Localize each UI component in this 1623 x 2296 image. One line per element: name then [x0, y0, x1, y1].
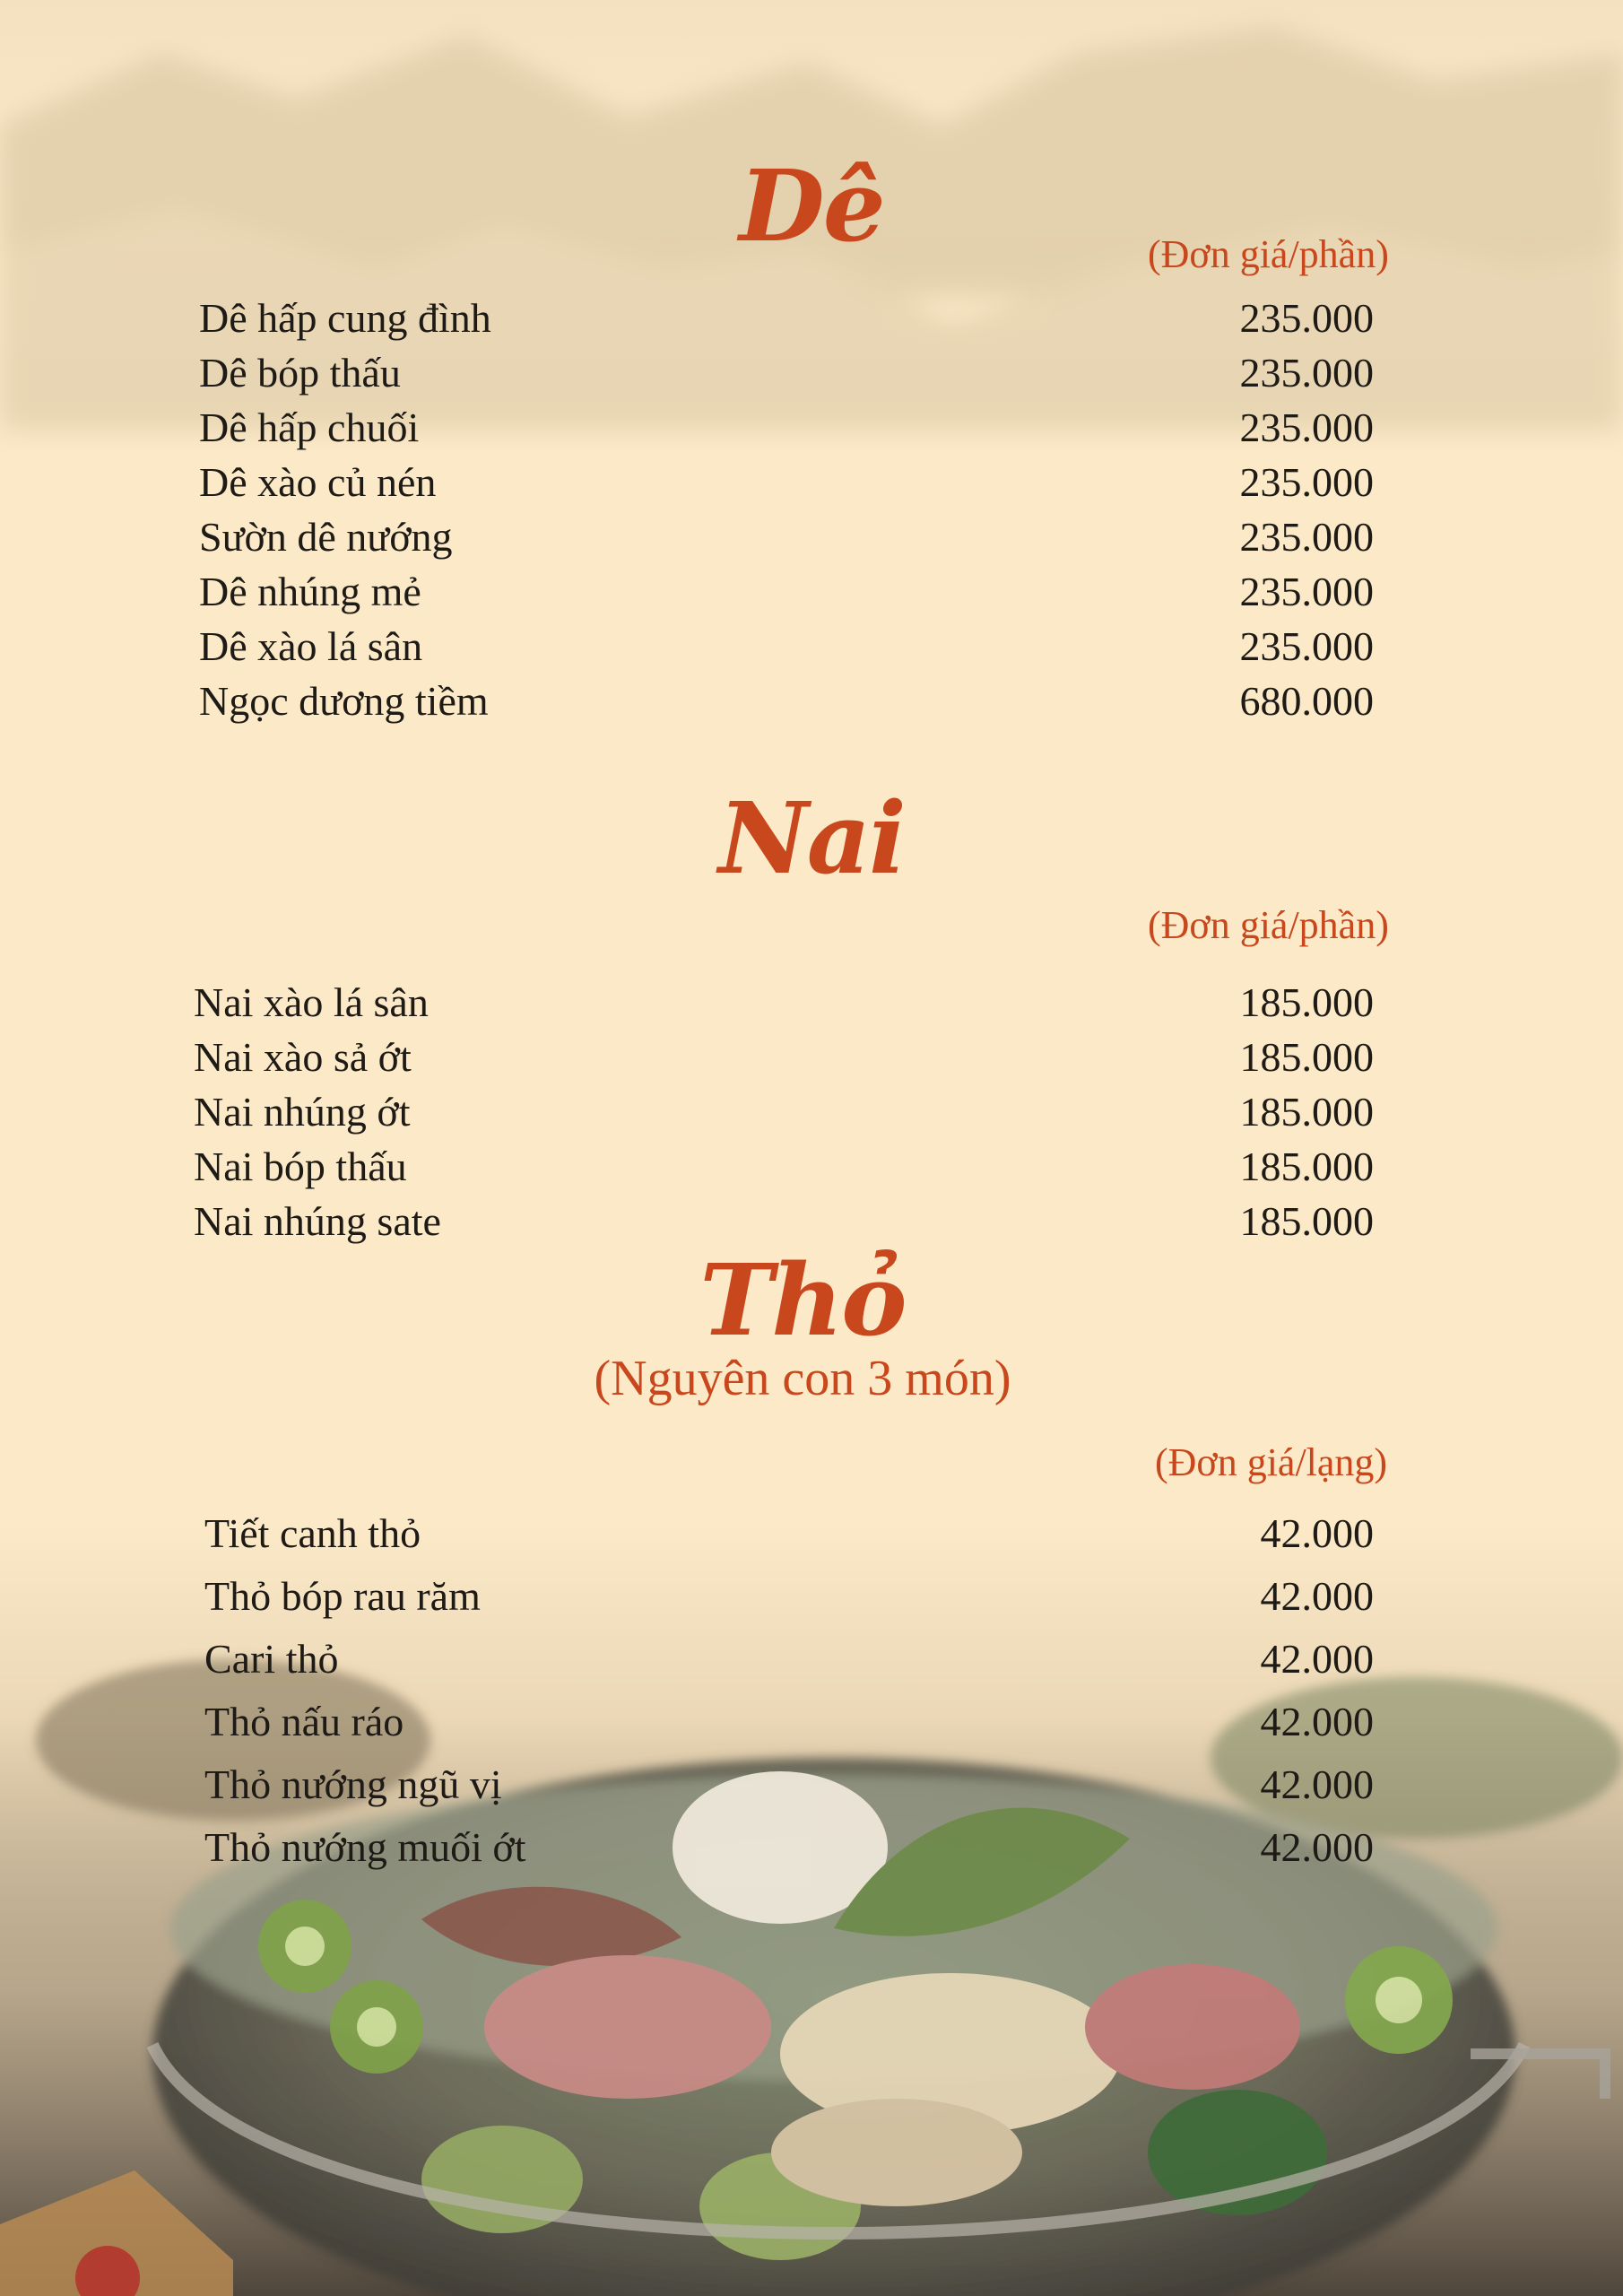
menu-item	[204, 1695, 1374, 1749]
menu-item-price: 42.000	[1260, 1510, 1374, 1556]
menu-item-price: 680.000	[1239, 678, 1374, 724]
menu-item-price: 235.000	[1239, 350, 1374, 396]
menu-item-name: Dê bóp thấu	[199, 350, 401, 396]
menu-item-price: 235.000	[1239, 295, 1374, 341]
menu-item-name: Thỏ bóp rau răm	[204, 1573, 481, 1619]
menu-item	[204, 1632, 1374, 1686]
menu-item-price: 185.000	[1239, 1034, 1374, 1080]
menu-item-price: 42.000	[1260, 1699, 1374, 1744]
menu-item-name: Thỏ nấu ráo	[204, 1699, 404, 1744]
menu-item-price: 42.000	[1260, 1824, 1374, 1870]
menu-item-name: Nai nhúng ớt	[194, 1089, 411, 1135]
menu-item	[199, 401, 1374, 455]
menu-item-price: 185.000	[1239, 979, 1374, 1025]
menu-item-name: Nai xào sả ớt	[194, 1034, 412, 1080]
menu-item	[199, 456, 1374, 509]
menu-item-name: Thỏ nướng muối ớt	[204, 1824, 526, 1870]
section-title-de: Dê	[739, 148, 884, 264]
menu-item-name: Nai nhúng sate	[194, 1198, 441, 1244]
menu-item	[199, 510, 1374, 564]
menu-item	[194, 1031, 1374, 1084]
menu-item-name: Ngọc dương tiềm	[199, 678, 489, 724]
menu-item	[199, 674, 1374, 728]
menu-item-name: Dê hấp cung đình	[199, 295, 491, 341]
section-subtitle-tho: (Nguyên con 3 món)	[594, 1351, 1011, 1406]
menu-item-price: 235.000	[1239, 623, 1374, 669]
unit-label-tho: (Đơn giá/lạng)	[1155, 1440, 1388, 1484]
unit-label-de: (Đơn giá/phần)	[1148, 232, 1389, 276]
section-title-tho: Thỏ	[699, 1242, 906, 1358]
menu-item-price: 42.000	[1260, 1761, 1374, 1807]
menu-item-name: Thỏ nướng ngũ vị	[204, 1761, 502, 1807]
menu-item	[194, 976, 1374, 1030]
menu-item	[194, 1195, 1374, 1248]
unit-label-nai: (Đơn giá/phần)	[1148, 903, 1389, 947]
menu-item	[204, 1758, 1374, 1812]
menu-item-name: Nai xào lá sân	[194, 979, 429, 1025]
menu-item-price: 235.000	[1239, 569, 1374, 614]
menu-item-price: 235.000	[1239, 404, 1374, 450]
section-title-nai: Nai	[718, 780, 905, 896]
menu-item-price: 235.000	[1239, 514, 1374, 560]
menu-item	[199, 291, 1374, 345]
menu-item-name: Dê hấp chuối	[199, 404, 420, 450]
menu-item-name: Dê nhúng mẻ	[199, 569, 421, 614]
menu-item	[204, 1570, 1374, 1623]
menu-item-price: 185.000	[1239, 1089, 1374, 1135]
menu-item-name: Nai bóp thấu	[194, 1144, 407, 1189]
menu-item-name: Cari thỏ	[204, 1636, 339, 1682]
menu-item	[204, 1821, 1374, 1874]
menu-item-price: 42.000	[1260, 1573, 1374, 1619]
menu-item	[199, 565, 1374, 619]
menu-item	[199, 346, 1374, 400]
menu-item	[199, 620, 1374, 674]
menu-item-name: Dê xào củ nén	[199, 459, 437, 505]
menu-item-price: 235.000	[1239, 459, 1374, 505]
menu-item-price: 185.000	[1239, 1144, 1374, 1189]
menu-item	[204, 1507, 1374, 1561]
menu-item-name: Sườn dê nướng	[199, 514, 453, 560]
menu-item-name: Tiết canh thỏ	[204, 1510, 421, 1556]
menu-item	[194, 1085, 1374, 1139]
menu-item-price: 42.000	[1260, 1636, 1374, 1682]
menu-item-name: Dê xào lá sân	[199, 623, 423, 669]
menu-item-price: 185.000	[1239, 1198, 1374, 1244]
menu-item	[194, 1140, 1374, 1194]
